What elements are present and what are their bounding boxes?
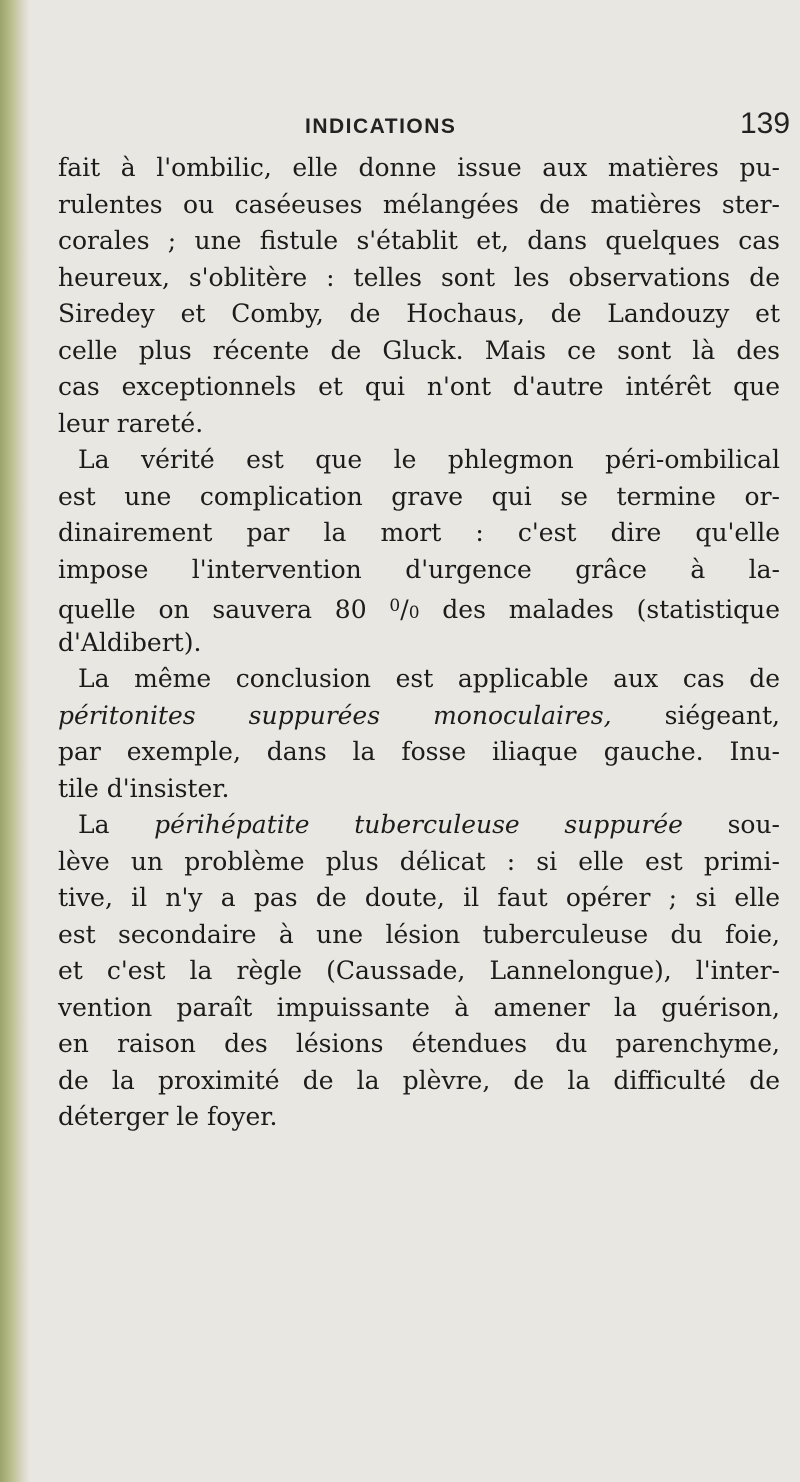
text-line: impose l'intervention d'urgence grâce à la- <box>58 554 780 584</box>
text-line: de la proximité de la plèvre, de la difficulté de <box>58 1065 780 1095</box>
text-line: fait à l'ombilic, elle donne issue aux matières pu- <box>58 153 780 182</box>
text-line: en raison des lésions étendues du parenchyme, <box>58 1029 780 1058</box>
text-line: déterger le foyer. <box>58 1102 278 1131</box>
running-head: INDICATIONS <box>305 115 457 138</box>
text-line: vention paraît impuissante à amener la guérison, <box>58 992 780 1022</box>
text-line: rulentes ou caséeuses mélangées de matières ster- <box>58 189 780 219</box>
text-line: leur rareté. <box>58 408 204 438</box>
text-line: tive, il n'y a pas de doute, il faut opérer ; si elle <box>58 883 780 912</box>
book-spine-edge <box>0 0 30 1482</box>
text-line: dinairement par la mort : c'est dire qu'elle <box>58 518 780 547</box>
text-line: est secondaire à une lésion tuberculeuse du foie, <box>58 919 780 949</box>
text-line: celle plus récente de Gluck. Mais ce sont là des <box>58 335 780 365</box>
text-line: Siredey et Comby, de Hochaus, de Landouzy et <box>58 299 780 328</box>
text-line <box>58 698 780 735</box>
text-line: corales ; une fistule s'établit et, dans quelques cas <box>58 226 780 255</box>
paragraph-start-line <box>58 807 780 844</box>
text-line: est une complication grave qui se termine or- <box>58 481 780 511</box>
paragraph-start-line: La même conclusion est applicable aux cas de <box>78 664 780 693</box>
text-line: cas exceptionnels et qui n'ont d'autre intérêt que <box>58 372 780 401</box>
page-number: 139 <box>740 107 791 140</box>
text-segment: des malades (statistique <box>419 595 780 624</box>
text-line <box>58 588 780 625</box>
body-text <box>58 150 780 1136</box>
italic-term: péritonites suppurées monoculaires, <box>58 700 612 730</box>
italic-term: périhépatite tuberculeuse suppurée <box>154 810 683 839</box>
percent-sub: 0 <box>408 603 420 623</box>
text-line: tile d'insister. <box>58 773 230 803</box>
text-line: heureux, s'oblitère : telles sont les observations de <box>58 262 780 292</box>
text-segment: siégeant, <box>611 700 780 730</box>
percent-sup: 0 <box>389 596 401 616</box>
percent-slash: / <box>400 595 409 624</box>
text-line: lève un problème plus délicat : si elle est primi- <box>58 846 780 876</box>
book-page <box>40 0 791 1482</box>
paragraph-start-line: La vérité est que le phlegmon péri-ombilical <box>78 445 780 474</box>
text-segment: La <box>78 810 155 839</box>
text-line: par exemple, dans la fosse iliaque gauche. Inu- <box>58 737 780 766</box>
text-segment: quelle on sauvera 80 <box>58 595 390 624</box>
text-line: d'Aldibert). <box>58 627 202 657</box>
text-line: et c'est la règle (Caussade, Lannelongue), l'inter- <box>58 956 780 985</box>
text-segment: sou- <box>682 810 780 839</box>
